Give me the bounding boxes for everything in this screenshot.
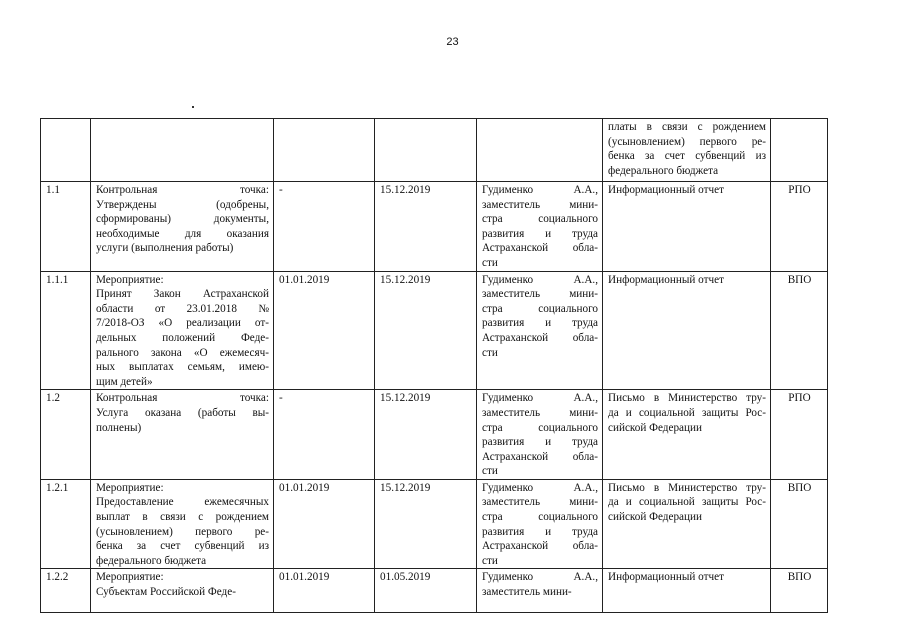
- text-line: Услуга оказана (работы вы-: [96, 406, 269, 419]
- result-document: [603, 569, 771, 613]
- text-line: щим детей»: [96, 375, 153, 388]
- text-line: да и социальной защиты Рос-: [608, 406, 766, 419]
- control-level: ВПО: [771, 271, 828, 390]
- text-line: Письмо в Министерство тру-: [608, 481, 766, 494]
- responsible-person: [477, 390, 603, 480]
- end-date: 15.12.2019: [375, 479, 477, 569]
- end-date: 15.12.2019: [375, 271, 477, 390]
- text-line: Утверждены (одобрены,: [96, 198, 269, 211]
- text-line: Контрольная точка:: [96, 392, 269, 405]
- row-description: [91, 271, 274, 390]
- control-level: [771, 119, 828, 182]
- table-row: [41, 182, 828, 272]
- text-line: Информационный отчет: [608, 273, 724, 286]
- text-line: бенка за счет субвенций из: [608, 150, 766, 163]
- text-line: необходимые для оказания: [96, 227, 269, 240]
- responsible-person: [477, 182, 603, 272]
- scan-speck: [192, 106, 194, 108]
- text-line: Гудименко А.А.,: [482, 392, 598, 405]
- text-line: Информационный отчет: [608, 184, 724, 196]
- text-line: заместитель мини-: [482, 496, 598, 509]
- text-line: сти: [482, 554, 498, 567]
- text-line: Гудименко А.А.,: [482, 273, 598, 286]
- text-line: Информационный отчет: [608, 571, 724, 584]
- text-line: бенка за счет субвенций из: [96, 540, 269, 553]
- text-line: Астраханской обла-: [482, 540, 598, 553]
- end-date: 01.05.2019: [375, 569, 477, 613]
- text-line: развития и труда: [482, 436, 598, 449]
- text-line: да и социальной защиты Рос-: [608, 496, 766, 509]
- text-line: Астраханской обла-: [482, 331, 598, 344]
- start-date: [274, 119, 375, 182]
- control-level: РПО: [771, 390, 828, 480]
- text-line: заместитель мини-: [482, 586, 572, 599]
- start-date: 01.01.2019: [274, 569, 375, 613]
- text-line: 7/2018-ОЗ «О реализации от-: [96, 317, 269, 330]
- text-line: сти: [482, 346, 498, 359]
- start-date: 01.01.2019: [274, 271, 375, 390]
- text-line: Гудименко А.А.,: [482, 481, 598, 494]
- text-line: Мероприятие:: [96, 571, 164, 584]
- start-date: -: [274, 182, 375, 272]
- control-level: ВПО: [771, 569, 828, 613]
- text-line: развития и труда: [482, 227, 598, 240]
- text-line: сийской Федерации: [608, 421, 702, 434]
- text-line: Предоставление ежемесячных: [96, 496, 269, 509]
- text-line: выплат в связи с рождением: [96, 511, 269, 524]
- text-line: рального закона «О ежемесяч-: [96, 346, 269, 359]
- text-line: стра социального: [482, 511, 598, 524]
- page-number: 23: [446, 36, 459, 48]
- text-line: Субъектам Российской Феде-: [96, 586, 236, 599]
- text-line: сти: [482, 465, 498, 478]
- text-line: ных выплатах семьям, имею-: [96, 361, 269, 374]
- text-line: стра социального: [482, 213, 598, 226]
- text-line: Контрольная точка:: [96, 184, 269, 196]
- row-number: 1.1: [41, 182, 91, 272]
- row-number: [41, 119, 91, 182]
- result-document: [603, 479, 771, 569]
- text-line: области от 23.01.2018 №: [96, 302, 269, 315]
- text-line: Астраханской обла-: [482, 242, 598, 255]
- row-number: 1.1.1: [41, 271, 91, 390]
- responsible-person: [477, 271, 603, 390]
- text-line: сийской Федерации: [608, 511, 702, 524]
- text-line: стра социального: [482, 421, 598, 434]
- control-level: ВПО: [771, 479, 828, 569]
- table-row: [41, 271, 828, 390]
- end-date: 15.12.2019: [375, 390, 477, 480]
- text-line: Письмо в Министерство тру-: [608, 392, 766, 405]
- text-line: Принят Закон Астраханской: [96, 288, 269, 301]
- text-line: Гудименко А.А.,: [482, 571, 598, 584]
- row-description: [91, 182, 274, 272]
- end-date: 15.12.2019: [375, 182, 477, 272]
- text-line: платы в связи с рождением: [608, 121, 766, 133]
- text-line: развития и труда: [482, 317, 598, 330]
- text-line: Астраханской обла-: [482, 450, 598, 463]
- text-line: заместитель мини-: [482, 198, 598, 211]
- row-description: [91, 390, 274, 480]
- row-number: 1.2: [41, 390, 91, 480]
- text-line: развития и труда: [482, 525, 598, 538]
- result-document: [603, 182, 771, 272]
- text-line: Мероприятие:: [96, 273, 164, 286]
- row-number: 1.2.1: [41, 479, 91, 569]
- result-document: [603, 390, 771, 480]
- text-line: (усыновлением) первого ре-: [96, 525, 269, 538]
- result-document: [603, 119, 771, 182]
- text-line: федерального бюджета: [608, 164, 719, 177]
- responsible-person: [477, 569, 603, 613]
- text-line: Мероприятие:: [96, 481, 164, 494]
- text-line: Гудименко А.А.,: [482, 184, 598, 196]
- end-date: [375, 119, 477, 182]
- text-line: заместитель мини-: [482, 288, 598, 301]
- text-line: федерального бюджета: [96, 554, 207, 567]
- row-description: [91, 569, 274, 613]
- text-line: (усыновлением) первого ре-: [608, 135, 766, 148]
- text-line: сформированы) документы,: [96, 213, 269, 226]
- start-date: -: [274, 390, 375, 480]
- plan-table: [40, 118, 828, 613]
- start-date: 01.01.2019: [274, 479, 375, 569]
- text-line: стра социального: [482, 302, 598, 315]
- responsible-person: [477, 119, 603, 182]
- table-row: [41, 119, 828, 182]
- row-description: [91, 479, 274, 569]
- row-number: 1.2.2: [41, 569, 91, 613]
- text-line: сти: [482, 256, 498, 269]
- table-row: [41, 479, 828, 569]
- text-line: заместитель мини-: [482, 406, 598, 419]
- text-line: услуги (выполнения работы): [96, 242, 234, 255]
- table-row: [41, 390, 828, 480]
- row-description: [91, 119, 274, 182]
- plan-table-body: [41, 119, 828, 613]
- text-line: полнены): [96, 421, 142, 434]
- control-level: РПО: [771, 182, 828, 272]
- responsible-person: [477, 479, 603, 569]
- table-row: [41, 569, 828, 613]
- result-document: [603, 271, 771, 390]
- text-line: дельных положений Феде-: [96, 331, 269, 344]
